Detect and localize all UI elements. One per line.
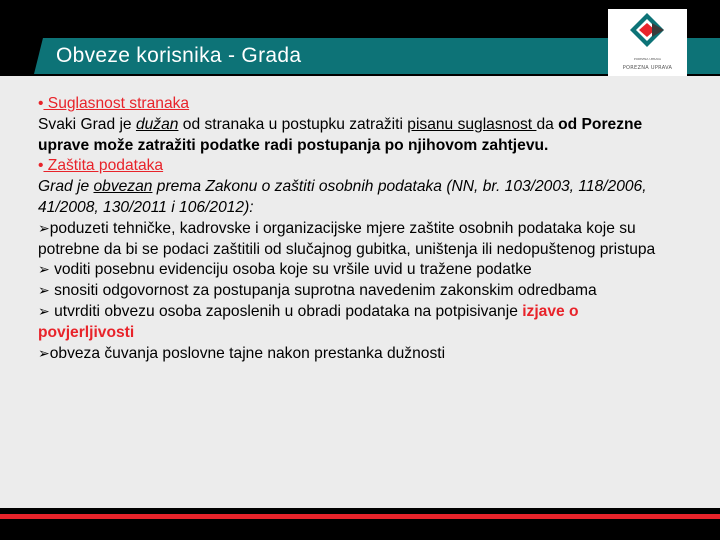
slide-body	[38, 94, 678, 364]
section-heading-suglasnost	[38, 94, 678, 115]
list-item	[38, 344, 678, 365]
bullet-icon: •	[38, 95, 44, 112]
emphasis-duzan: dužan	[135, 115, 179, 133]
porezna-uprava-logo	[608, 9, 687, 85]
arrow-bullet-icon: ➢	[38, 303, 50, 320]
logo-mark-icon	[608, 9, 687, 85]
bottom-red-stripe	[0, 514, 720, 519]
bullet-icon: •	[38, 157, 44, 175]
arrow-bullet-icon: ➢	[38, 283, 50, 300]
list-item	[38, 260, 678, 281]
list-item-text: snositi odgovornost za postupanja suprotna navedenim zakonskim odredbama	[49, 282, 597, 300]
arrow-bullet-icon: ➢	[38, 345, 50, 362]
bottom-band	[0, 508, 720, 540]
logo-name-text: POREZNA UPRAVA	[622, 65, 673, 71]
arrow-bullet-icon: ➢	[38, 262, 50, 279]
emphasis-pisanu-suglasnost: pisanu suglasnost	[407, 115, 537, 133]
list-item-text: utvrditi obvezu osoba zaposlenih u obradi podataka na potpisivanje	[49, 302, 523, 320]
text-run: Svaki Grad je	[38, 115, 136, 133]
text-run: Grad je	[38, 178, 94, 196]
bold-text-porezna: od Porezne uprave može zatražiti podatke radi postupanja po njihovom zahtjevu.	[38, 115, 643, 154]
section-heading-zastita	[38, 156, 678, 177]
text-run: da	[536, 115, 559, 133]
paragraph-suglasnost	[38, 115, 678, 157]
list-item-text: voditi posebnu evidenciju osoba koje su vršile uvid u tražene podatke	[49, 261, 532, 279]
text-run: prema Zakonu o zaštiti osobnih podataka (NN, br. 103/2003, 118/2006, 41/2008, 130/2011 i 106/2012):	[38, 178, 647, 216]
logo-small-text: POREZNA UPRAVA	[633, 57, 662, 61]
page-title: Obveze korisnika - Grada	[56, 44, 302, 67]
text-run: od stranaka u postupku zatražiti	[178, 115, 408, 133]
list-item-text: obveza čuvanja poslovne tajne nakon prestanka dužnosti	[49, 344, 446, 362]
list-item-text: poduzeti tehničke, kadrovske i organizacijske mjere zaštite osobnih podataka koje su potrebne da bi se podaci zaštitili od slučajnog gubitka, uništenja ili nedopuštenog pristupa	[38, 219, 656, 258]
heading-zastita: Zaštita podataka	[43, 157, 164, 175]
highlight-izjave: izjave o povjerljivosti	[38, 302, 579, 341]
paragraph-zastita	[38, 177, 678, 219]
emphasis-obvezan: obvezan	[93, 178, 153, 196]
heading-suglasnost: Suglasnost stranaka	[43, 95, 190, 112]
arrow-bullet-icon: ➢	[38, 220, 50, 237]
list-item	[38, 219, 678, 261]
list-item	[38, 302, 678, 344]
list-item	[38, 281, 678, 302]
